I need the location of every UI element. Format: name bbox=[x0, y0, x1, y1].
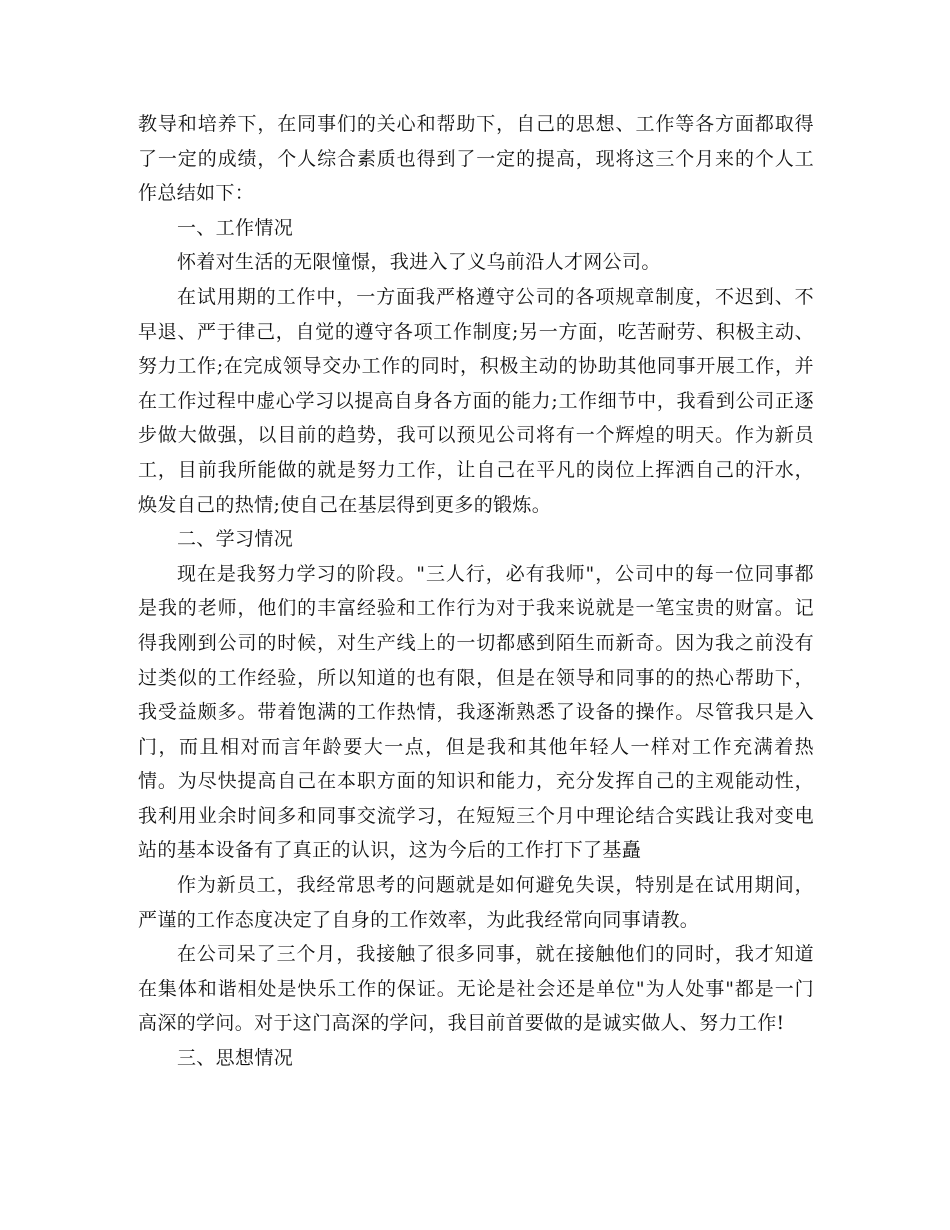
paragraph-intro: 教导和培养下，在同事们的关心和帮助下，自己的思想、工作等各方面都取得了一定的成绩，个人综合素质也得到了一定的提高，现将这三个月来的个人工作总结如下： bbox=[138, 113, 814, 205]
section-heading-thoughts: 三、思想情况 bbox=[176, 1047, 294, 1070]
paragraph-joining: 怀着对生活的无限憧憬，我进入了义乌前沿人才网公司。 bbox=[176, 251, 661, 274]
paragraph-avoid-mistakes: 作为新员工，我经常思考的问题就是如何避免失误，特别是在试用期间，严谨的工作态度决定了自身的工作效率，为此我经常向同事请教。 bbox=[138, 874, 814, 931]
paragraph-study: 现在是我努力学习的阶段。"三人行，必有我师"，公司中的每一位同事都是我的老师，他们的丰富经验和工作行为对于我来说就是一笔宝贵的财富。记得我刚到公司的时候，对生产线上的一切都感到陌生而新奇。因为我之前没有过类似的工作经验，所以知道的也有限，但是在领导和同事的的热心帮助下，我受益颇多。带着饱满的工作热情，我逐渐熟悉了设备的操作。尽管我只是入门，而且相对而言年龄要大一点，但是我和其他年轻人一样对工作充满着热情。为尽快提高自己在本职方面的知识和能力，充分发挥自己的主观能动性，我利用业余时间多和同事交流学习，在短短三个月中理论结合实践让我对变电站的基本设备有了真正的认识，这为今后的工作打下了基矗 bbox=[138, 562, 814, 862]
section-heading-study: 二、学习情况 bbox=[176, 528, 294, 551]
section-heading-work: 一、工作情况 bbox=[176, 216, 294, 239]
paragraph-probation-work: 在试用期的工作中，一方面我严格遵守公司的各项规章制度，不迟到、不早退、严于律己，自觉的遵守各项工作制度;另一方面，吃苦耐劳、积极主动、努力工作;在完成领导交办工作的同时，积极主动的协助其他同事开展工作，并在工作过程中虚心学习以提高自身各方面的能力;工作细节中，我看到公司正逐步做大做强，以目前的趋势，我可以预见公司将有一个辉煌的明天。作为新员工，目前我所能做的就是努力工作，让自己在平凡的岗位上挥洒自己的汗水，焕发自己的热情;使自己在基层得到更多的锻炼。 bbox=[138, 285, 814, 516]
paragraph-colleagues: 在公司呆了三个月，我接触了很多同事，就在接触他们的同时，我才知道在集体和谐相处是快乐工作的保证。无论是社会还是单位"为人处事"都是一门高深的学问。对于这门高深的学问，我目前首要做的是诚实做人、努力工作! bbox=[138, 943, 814, 1035]
document-body bbox=[138, 107, 814, 1076]
